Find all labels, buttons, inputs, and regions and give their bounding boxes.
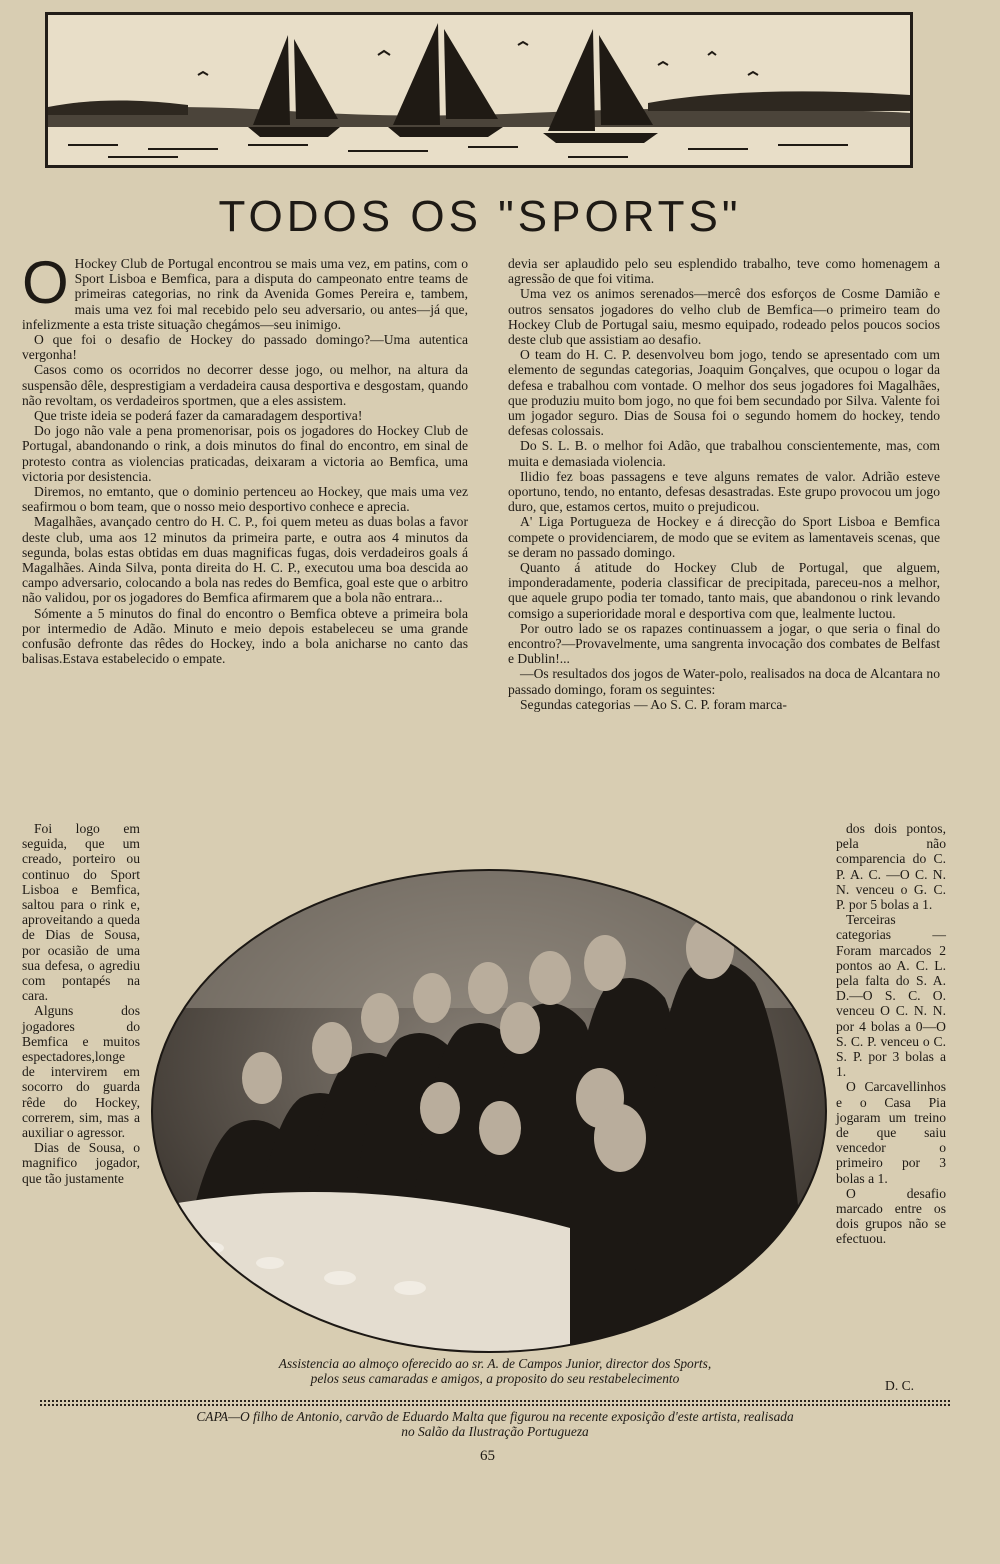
sailboats-illustration xyxy=(45,12,913,168)
cover-note-line: no Salão da Ilustração Portugueza xyxy=(401,1424,589,1439)
article-paragraph: Casos como os ocorridos no decorrer desse jogo, ou melhor, na altura da suspensão dêle, desprestigiam a verdadeira causa desportiva e desgostam, quando não revoltam, os verdadeiros sportmen, que a eles assistem. xyxy=(22,362,468,408)
article-paragraph: O team do H. C. P. desenvolveu bom jogo, tendo se apresentado com um elemento de segundas categorias, Joaquim Gonçalves, que ocupou o logar da defesa e trabalhou com vontade. O melhor dos seus jogadores foi Magalhães, que produziu muito bom jogo, no que foi bem secundado por Silva. Valente foi um jogador seguro. Dias de Sousa foi o segundo homem do hockey, tendo defesas colossais. xyxy=(508,347,940,439)
article-paragraph: devia ser aplaudido pelo seu esplendido trabalho, teve como homenagem a agressão de que foi vitima. xyxy=(508,256,940,287)
dotted-divider xyxy=(40,1400,950,1406)
article-paragraph: O que foi o desafio de Hockey do passado domingo?—Uma autentica vergonha! xyxy=(22,332,468,363)
article-paragraph: —Os resultados dos jogos de Water-polo, realisados na doca de Alcantara no passado domingo, foram os seguintes: xyxy=(508,666,940,697)
article-left-column xyxy=(22,249,468,667)
article-paragraph: O desafio marcado entre os dois grupos não se efectuou. xyxy=(836,1185,946,1247)
photo-caption xyxy=(160,1356,830,1386)
article-paragraph: Do jogo não vale a pena promenorisar, pois os jogadores do Hockey Club de Portugal, abandonando o rink, a dois minutos do final do encontro, em sinal de protesto contra as violencias praticadas, deixaram a victoria ao Bemfica, uma victoria por desistencia. xyxy=(22,423,468,484)
article-paragraph: Foi logo em seguida, que um creado, porteiro ou continuo do Sport Lisboa e Bemfica, saltou para o rink e, aproveitando a queda de Dias de Sousa, por ocasião de uma sua defesa, o agrediu com pontapés na cara. xyxy=(22,821,140,1004)
article-paragraph: Terceiras categorias — Foram marcados 2 pontos ao A. C. L. pela falta do S. A. D.—O S. C. O. venceu O C. N. N. por 4 bolas a 0—O S. C. P. venceu o C. S. P. por 3 bolas a 1. xyxy=(836,912,946,1080)
photo-illustration xyxy=(150,868,828,1354)
page-number: 65 xyxy=(480,1448,495,1464)
article-paragraph: Dias de Sousa, o magnifico jogador, que tão justamente xyxy=(22,1140,140,1186)
article-paragraph: Hockey Club de Portugal encontrou se mais uma vez, em patins, com o Sport Lisboa e Bemfica, para a disputa do campeonato entre teams de primeiras categorias, no rink da Avenida Gomes Pereira e, tambem, mais uma vez foi mal recebido pelo seu adversario, ou antes—já que, infelizmente a esta triste situação chegámos—seu inimigo. xyxy=(22,256,468,332)
article-paragraph: Do S. L. B. o melhor foi Adão, que trabalhou conscientemente, mas, com muita e demasiada violencia. xyxy=(508,438,940,469)
article-narrow-right-column xyxy=(836,821,946,1247)
article-paragraph: Ilidio fez boas passagens e teve alguns remates de valor. Adrião esteve oportuno, tendo, no entanto, defesas desastradas. Este grupo provocou um jogo duro, que, estamos certos, muito o prejudicou. xyxy=(508,468,940,515)
photo-caption-line: pelos seus camaradas e amigos, a proposito do seu restabelecimento xyxy=(310,1371,680,1386)
page-title: TODOS OS "SPORTS" xyxy=(218,192,742,241)
article-paragraph: Segundas categorias — Ao S. C. P. foram marca- xyxy=(520,696,787,712)
cover-note-line: CAPA—O filho de Antonio, carvão de Eduardo Malta que figurou na recente exposição d'este artista, realisada xyxy=(196,1409,794,1424)
group-dinner-photo xyxy=(150,868,828,1354)
article-narrow-left-column xyxy=(22,821,140,1186)
article-paragraph: A' Liga Portugueza de Hockey e á direcção do Sport Lisboa e Bemfica compete o providenciarem, de modo que se evitem as lamentaveis scenas, que se deram no passado domingo. xyxy=(508,514,940,560)
drop-cap: O xyxy=(22,249,69,316)
article-paragraph: Diremos, no emtanto, que o dominio pertenceu ao Hockey, que mais uma vez seafirmou o bom team, que o nosso meio desportivo conhece e aprecia. xyxy=(22,484,468,515)
article-paragraph: Sómente a 5 minutos do final do encontro o Bemfica obteve a primeira bola por intermedio de Adão. Minuto e meio depois estabeleceu se uma grande confusão defronte das rêdes do Hockey, indo a bola anicharse no canto das balisas.Estava estabelecido o empate. xyxy=(22,605,468,667)
article-paragraph: Uma vez os animos serenados—mercê dos esforços de Cosme Damião e outros sensatos jogadores do velho club de Bemfica—o primeiro team do Hockey Club de Portugal saiu, mesmo equipado, rodeado pelos poucos socios deste club que assistiam ao desafio. xyxy=(508,286,940,348)
article-paragraph: Alguns dos jogadores do Bemfica e muitos espectadores,longe de intervirem em socorro do guarda rêde do Hockey, correrem, sim, mas a auxiliar o agressor. xyxy=(22,1003,140,1141)
article-paragraph: O Carcavellinhos e o Casa Pia jogaram um treino de que saiu vencedor o primeiro por 3 bolas a 1. xyxy=(836,1079,946,1186)
article-paragraph: Quanto á atitude do Hockey Club de Portugal, que alguem, imponderadamente, poderia classificar de precipitada, pareceu-nos a melhor, que aquele grupo podia ter tomado, tanto mais, que abandonou o rink levando comsigo a superioridade moral e desportiva com que, lealmente luctou. xyxy=(508,560,940,621)
article-paragraph: dos dois pontos, pela não comparencia do C. P. A. C. —O C. N. N. venceu o G. C. P. por 5 bolas a 1. xyxy=(836,821,946,913)
sailboats-drawing xyxy=(48,15,910,165)
author-signature: D. C. xyxy=(885,1378,915,1393)
photo-caption-line: Assistencia ao almoço oferecido ao sr. A. de Campos Junior, director dos Sports, xyxy=(278,1356,712,1371)
article-right-column xyxy=(508,256,940,712)
article-paragraph: Magalhães, avançado centro do H. C. P., foi quem meteu as duas bolas a favor deste club, uma aos 12 minutos da primeira parte, e outra aos 4 minutos da segunda, bolas estas obtidas em duas magnificas fugas, dois verdadeiros goals á Magalhães. Ainda Silva, ponta direita do H. C. P., executou uma boa descida ao campo adversario, colocando a bola nas redes do Bemfica, goal este que o arbitro não validou, por os jogadores do Bemfica afirmarem que a bola não entrara... xyxy=(22,514,468,606)
article-paragraph: Que triste ideia se poderá fazer da camaradagem desportiva! xyxy=(34,408,363,424)
article-paragraph: Por outro lado se os rapazes continuassem a jogar, o que seria o final do encontro?—Provavelmente, uma sangrenta invocação dos combates de Belfast e Dublin!... xyxy=(508,620,940,667)
cover-note xyxy=(40,1409,950,1439)
